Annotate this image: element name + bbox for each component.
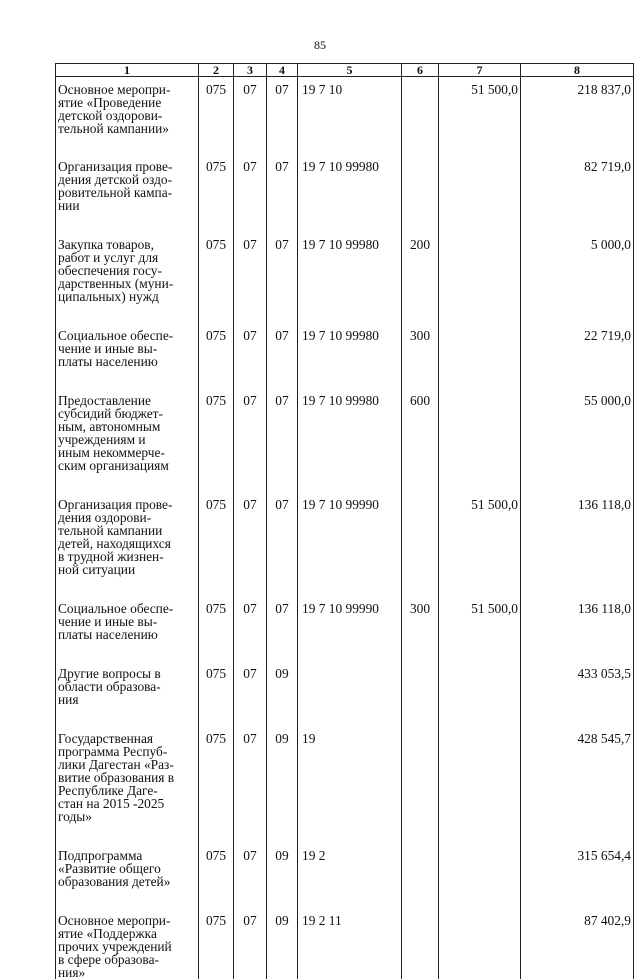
row-cell-c4: 07 (267, 498, 298, 576)
row-spacer (56, 472, 634, 498)
row-name-line: Организация прове- (58, 159, 173, 174)
row-cell-c5: 19 7 10 99980 (298, 394, 402, 472)
table-row (56, 394, 634, 472)
row-cell-c5: 19 7 10 99990 (298, 602, 402, 641)
row-cell-c8: 82 719,0 (521, 160, 634, 212)
row-cell-c5: 19 7 10 99990 (298, 498, 402, 576)
row-name-line: Государственная (58, 731, 154, 746)
row-cell-c2: 075 (199, 77, 234, 136)
row-name-cell (56, 160, 199, 212)
row-name-cell (56, 394, 199, 472)
row-spacer (56, 135, 634, 160)
row-name-line: Основное меропри- (58, 82, 171, 97)
spacer-cell (402, 823, 439, 849)
spacer-cell (298, 368, 402, 394)
table-row (56, 602, 634, 641)
spacer-cell (402, 706, 439, 732)
spacer-cell (234, 576, 267, 602)
row-name-line: платы населению (58, 627, 158, 642)
row-name-line: Другие вопросы в (58, 666, 161, 681)
row-cell-c2: 075 (199, 238, 234, 303)
row-cell-c6 (402, 77, 439, 136)
spacer-cell (199, 706, 234, 732)
row-name-line: Республике Даге- (58, 783, 158, 798)
spacer-cell (234, 212, 267, 238)
row-spacer (56, 706, 634, 732)
header-col-5: 5 (298, 64, 402, 77)
spacer-cell (267, 576, 298, 602)
row-cell-c8: 136 118,0 (521, 602, 634, 641)
row-cell-c8: 5 000,0 (521, 238, 634, 303)
spacer-cell (402, 641, 439, 667)
spacer-cell (267, 888, 298, 914)
spacer-cell (521, 472, 634, 498)
spacer-cell (298, 135, 402, 160)
row-cell-c4: 09 (267, 732, 298, 823)
row-cell-c6 (402, 732, 439, 823)
row-spacer (56, 823, 634, 849)
spacer-cell (439, 135, 521, 160)
row-cell-c3: 07 (234, 498, 267, 576)
spacer-cell (199, 472, 234, 498)
row-name-cell (56, 329, 199, 368)
header-col-7: 7 (439, 64, 521, 77)
row-spacer (56, 888, 634, 914)
row-cell-c4: 09 (267, 849, 298, 888)
row-cell-c4: 07 (267, 77, 298, 136)
row-spacer (56, 303, 634, 329)
spacer-cell (402, 576, 439, 602)
row-name-line: ятие «Поддержка (58, 926, 157, 941)
spacer-cell (439, 303, 521, 329)
row-name-line: дения оздорови- (58, 510, 152, 525)
spacer-cell (439, 823, 521, 849)
row-name-line: Организация прове- (58, 497, 173, 512)
row-name-line: Основное меропри- (58, 913, 171, 928)
row-cell-c6 (402, 160, 439, 212)
row-name-line: чение и иные вы- (58, 614, 158, 629)
row-name-line: образования детей» (58, 874, 171, 889)
spacer-cell (439, 706, 521, 732)
row-cell-c6 (402, 849, 439, 888)
spacer-cell (199, 135, 234, 160)
spacer-cell (298, 823, 402, 849)
spacer-cell (402, 888, 439, 914)
table-row (56, 77, 634, 136)
row-cell-c5: 19 7 10 (298, 77, 402, 136)
row-cell-c4: 07 (267, 160, 298, 212)
row-name-line: ским организациям (58, 458, 169, 473)
row-name-line: дарственных (муни- (58, 276, 174, 291)
spacer-cell (234, 303, 267, 329)
spacer-cell (199, 823, 234, 849)
header-col-8: 8 (521, 64, 634, 77)
spacer-cell (298, 212, 402, 238)
row-cell-c4: 07 (267, 394, 298, 472)
row-cell-c4: 07 (267, 329, 298, 368)
row-cell-c4: 09 (267, 667, 298, 706)
row-name-line: в сфере образова- (58, 952, 159, 967)
table-row (56, 849, 634, 888)
row-name-line: тельной кампании» (58, 121, 169, 136)
spacer-cell (521, 641, 634, 667)
row-cell-c5 (298, 667, 402, 706)
row-cell-c2: 075 (199, 914, 234, 979)
header-col-3: 3 (234, 64, 267, 77)
row-cell-c6: 200 (402, 238, 439, 303)
spacer-cell (521, 706, 634, 732)
table-body (56, 77, 634, 980)
row-name-line: области образова- (58, 679, 161, 694)
row-name-line: дения детской оздо- (58, 172, 173, 187)
row-cell-c8: 136 118,0 (521, 498, 634, 576)
spacer-cell (199, 303, 234, 329)
spacer-cell (439, 472, 521, 498)
spacer-cell (521, 576, 634, 602)
table-header-row (56, 64, 634, 77)
row-cell-c5: 19 (298, 732, 402, 823)
row-name-line: субсидий бюджет- (58, 406, 163, 421)
spacer-cell (56, 212, 199, 238)
spacer-cell (56, 823, 199, 849)
row-name-cell (56, 238, 199, 303)
header-col-2: 2 (199, 64, 234, 77)
row-cell-c3: 07 (234, 238, 267, 303)
spacer-cell (234, 368, 267, 394)
row-cell-c3: 07 (234, 602, 267, 641)
spacer-cell (521, 368, 634, 394)
spacer-cell (402, 303, 439, 329)
row-cell-c2: 075 (199, 849, 234, 888)
row-name-line: ятие «Проведение (58, 95, 162, 110)
row-name-line: учреждениям и (58, 432, 146, 447)
row-cell-c7 (439, 914, 521, 979)
row-cell-c7 (439, 238, 521, 303)
row-cell-c8: 428 545,7 (521, 732, 634, 823)
row-spacer (56, 212, 634, 238)
spacer-cell (199, 888, 234, 914)
row-cell-c6 (402, 667, 439, 706)
row-cell-c3: 07 (234, 77, 267, 136)
spacer-cell (234, 135, 267, 160)
row-name-line: платы населению (58, 354, 158, 369)
table-row (56, 498, 634, 576)
row-name-line: тельной кампании (58, 523, 163, 538)
row-name-line: ровительной кампа- (58, 185, 173, 200)
row-cell-c5: 19 2 11 (298, 914, 402, 979)
row-name-line: детской оздорови- (58, 108, 163, 123)
spacer-cell (402, 135, 439, 160)
spacer-cell (234, 823, 267, 849)
row-name-line: Подпрограмма (58, 848, 143, 863)
row-cell-c2: 075 (199, 394, 234, 472)
spacer-cell (521, 303, 634, 329)
table-row (56, 160, 634, 212)
row-name-cell (56, 602, 199, 641)
row-name-cell (56, 498, 199, 576)
row-cell-c7 (439, 329, 521, 368)
row-name-line: стан на 2015 -2025 (58, 796, 165, 811)
row-cell-c2: 075 (199, 667, 234, 706)
row-name-line: прочих учреждений (58, 939, 172, 954)
row-cell-c2: 075 (199, 732, 234, 823)
row-name-line: Социальное обеспе- (58, 328, 174, 343)
spacer-cell (402, 472, 439, 498)
row-cell-c8: 55 000,0 (521, 394, 634, 472)
header-col-6: 6 (402, 64, 439, 77)
row-cell-c6 (402, 498, 439, 576)
spacer-cell (521, 135, 634, 160)
row-cell-c7: 51 500,0 (439, 77, 521, 136)
row-name-line: чение и иные вы- (58, 341, 158, 356)
row-cell-c7 (439, 667, 521, 706)
row-name-cell (56, 732, 199, 823)
spacer-cell (267, 472, 298, 498)
spacer-cell (56, 706, 199, 732)
header-col-4: 4 (267, 64, 298, 77)
spacer-cell (267, 823, 298, 849)
row-spacer (56, 368, 634, 394)
row-cell-c3: 07 (234, 160, 267, 212)
row-name-line: годы» (58, 809, 92, 824)
row-cell-c5: 19 2 (298, 849, 402, 888)
row-name-line: иным некоммерче- (58, 445, 165, 460)
row-cell-c3: 07 (234, 849, 267, 888)
spacer-cell (199, 641, 234, 667)
row-cell-c5: 19 7 10 99980 (298, 329, 402, 368)
spacer-cell (521, 212, 634, 238)
spacer-cell (439, 212, 521, 238)
row-cell-c2: 075 (199, 160, 234, 212)
row-cell-c8: 22 719,0 (521, 329, 634, 368)
row-name-line: нии (58, 198, 80, 213)
row-name-line: работ и услуг для (58, 250, 159, 265)
spacer-cell (234, 641, 267, 667)
spacer-cell (56, 888, 199, 914)
spacer-cell (439, 576, 521, 602)
table-row (56, 667, 634, 706)
table-row (56, 238, 634, 303)
table-row (56, 732, 634, 823)
row-name-line: детей, находящихся (58, 536, 171, 551)
row-name-line: в трудной жизнен- (58, 549, 164, 564)
spacer-cell (267, 135, 298, 160)
row-name-line: ния» (58, 965, 86, 980)
row-name-line: лики Дагестан «Раз- (58, 757, 174, 772)
row-name-line: витие образования в (58, 770, 175, 785)
row-cell-c6 (402, 914, 439, 979)
row-name-line: Социальное обеспе- (58, 601, 174, 616)
spacer-cell (298, 472, 402, 498)
row-cell-c6: 300 (402, 602, 439, 641)
spacer-cell (199, 212, 234, 238)
row-spacer (56, 576, 634, 602)
row-cell-c7 (439, 732, 521, 823)
row-cell-c2: 075 (199, 329, 234, 368)
spacer-cell (521, 823, 634, 849)
row-name-line: ным, автономным (58, 419, 161, 434)
row-cell-c4: 07 (267, 238, 298, 303)
spacer-cell (267, 641, 298, 667)
spacer-cell (56, 135, 199, 160)
row-cell-c8: 433 053,5 (521, 667, 634, 706)
row-cell-c7: 51 500,0 (439, 498, 521, 576)
row-name-line: Предоставление (58, 393, 151, 408)
row-name-cell (56, 914, 199, 979)
row-cell-c5: 19 7 10 99980 (298, 238, 402, 303)
spacer-cell (234, 472, 267, 498)
spacer-cell (298, 303, 402, 329)
spacer-cell (298, 576, 402, 602)
budget-table (55, 63, 634, 979)
header-col-1: 1 (56, 64, 199, 77)
spacer-cell (56, 576, 199, 602)
spacer-cell (56, 641, 199, 667)
spacer-cell (402, 368, 439, 394)
spacer-cell (298, 641, 402, 667)
spacer-cell (298, 706, 402, 732)
spacer-cell (267, 706, 298, 732)
row-cell-c8: 218 837,0 (521, 77, 634, 136)
row-cell-c2: 075 (199, 602, 234, 641)
row-cell-c3: 07 (234, 329, 267, 368)
table-row (56, 914, 634, 979)
spacer-cell (267, 368, 298, 394)
row-name-line: ния (58, 692, 79, 707)
row-name-line: программа Респуб- (58, 744, 168, 759)
row-cell-c3: 07 (234, 667, 267, 706)
spacer-cell (521, 888, 634, 914)
spacer-cell (439, 641, 521, 667)
row-cell-c7 (439, 849, 521, 888)
row-name-line: ципальных) нужд (58, 289, 159, 304)
spacer-cell (402, 212, 439, 238)
spacer-cell (234, 706, 267, 732)
row-cell-c2: 075 (199, 498, 234, 576)
spacer-cell (267, 212, 298, 238)
spacer-cell (199, 368, 234, 394)
spacer-cell (199, 576, 234, 602)
spacer-cell (56, 368, 199, 394)
row-spacer (56, 641, 634, 667)
row-name-cell (56, 849, 199, 888)
row-name-line: «Развитие общего (58, 861, 161, 876)
row-cell-c6: 600 (402, 394, 439, 472)
row-cell-c3: 07 (234, 914, 267, 979)
table-row (56, 329, 634, 368)
row-cell-c7: 51 500,0 (439, 602, 521, 641)
row-cell-c8: 315 654,4 (521, 849, 634, 888)
row-name-line: Закупка товаров, (58, 237, 154, 252)
spacer-cell (234, 888, 267, 914)
page-number: 85 (314, 38, 326, 52)
row-name-cell (56, 77, 199, 136)
row-cell-c3: 07 (234, 732, 267, 823)
row-cell-c8: 87 402,9 (521, 914, 634, 979)
row-cell-c3: 07 (234, 394, 267, 472)
spacer-cell (267, 303, 298, 329)
row-cell-c6: 300 (402, 329, 439, 368)
spacer-cell (439, 888, 521, 914)
row-cell-c7 (439, 160, 521, 212)
spacer-cell (56, 472, 199, 498)
row-cell-c7 (439, 394, 521, 472)
row-name-line: обеспечения госу- (58, 263, 162, 278)
row-cell-c4: 09 (267, 914, 298, 979)
row-name-cell (56, 667, 199, 706)
spacer-cell (298, 888, 402, 914)
row-cell-c5: 19 7 10 99980 (298, 160, 402, 212)
row-name-line: ной ситуации (58, 562, 136, 577)
spacer-cell (439, 368, 521, 394)
row-cell-c4: 07 (267, 602, 298, 641)
spacer-cell (56, 303, 199, 329)
